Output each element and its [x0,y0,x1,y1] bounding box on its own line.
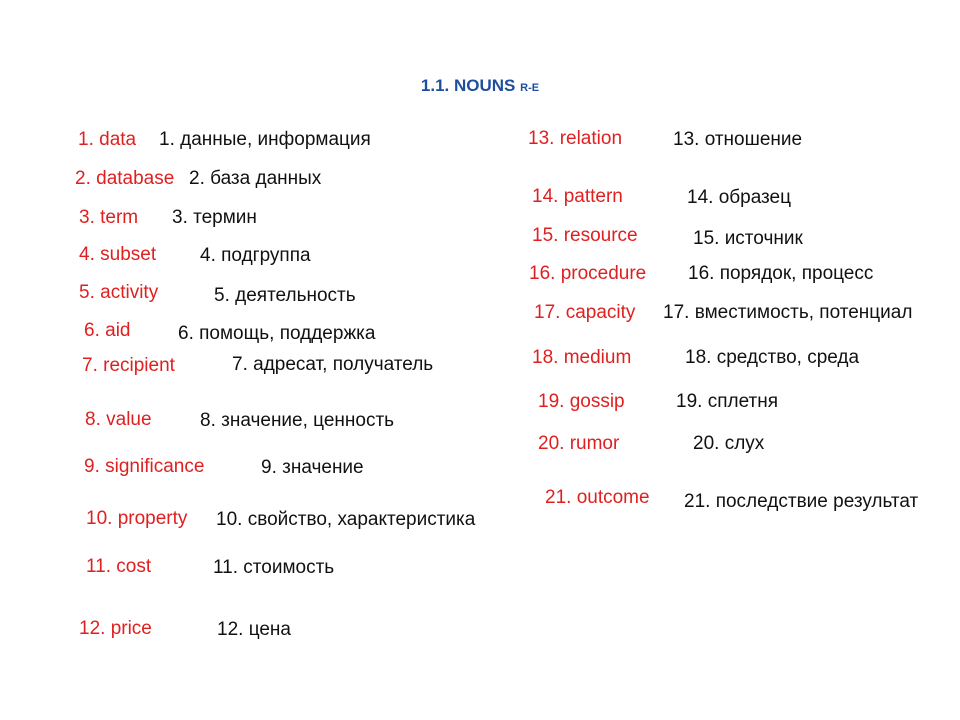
russian-translation-6: 6. помощь, поддержка [178,323,376,344]
russian-translation-19: 19. сплетня [676,391,778,412]
english-term-12: 12. price [79,618,152,639]
russian-translation-18: 18. средство, среда [685,347,860,368]
english-term-1: 1. data [78,129,137,150]
russian-translation-15: 15. источник [693,228,803,249]
russian-translation-11: 11. стоимость [213,557,335,578]
slide-title [0,76,960,96]
english-term-14: 14. pattern [532,186,623,207]
russian-translation-3: 3. термин [172,207,257,228]
russian-translation-20: 20. слух [693,433,765,454]
title-main: 1.1. NOUNS [420,76,516,95]
english-term-8: 8. value [85,409,152,430]
english-term-7: 7. recipient [82,355,175,376]
english-term-9: 9. significance [84,456,205,477]
russian-translation-16: 16. порядок, процесс [688,263,874,284]
russian-translation-17: 17. вместимость, потенциал [663,302,913,323]
english-term-13: 13. relation [528,128,623,149]
russian-translation-8: 8. значение, ценность [200,410,395,431]
english-term-16: 16. procedure [529,263,647,284]
russian-translation-7: 7. адресат, получатель [232,354,434,375]
english-term-21: 21. outcome [545,487,650,508]
english-term-6: 6. aid [84,320,131,341]
english-term-3: 3. term [79,207,139,228]
russian-translation-1: 1. данные, информация [159,129,371,150]
russian-translation-14: 14. образец [687,187,792,208]
russian-translation-12: 12. цена [217,619,291,640]
english-term-2: 2. database [75,168,175,189]
russian-translation-10: 10. свойство, характеристика [216,509,476,530]
english-term-15: 15. resource [532,225,638,246]
english-term-4: 4. subset [79,244,157,265]
english-term-5: 5. activity [79,282,159,303]
russian-translation-2: 2. база данных [189,168,322,189]
english-term-10: 10. property [86,508,188,529]
title-suffix: R-E [520,82,540,94]
russian-translation-9: 9. значение [261,457,364,478]
english-term-17: 17. capacity [534,302,636,323]
english-term-19: 19. gossip [538,391,625,412]
russian-translation-21: 21. последствие результат [684,491,919,512]
russian-translation-5: 5. деятельность [214,285,356,306]
english-term-18: 18. medium [532,347,632,368]
english-term-20: 20. rumor [538,433,620,454]
english-term-11: 11. cost [86,556,152,577]
russian-translation-13: 13. отношение [673,129,803,150]
russian-translation-4: 4. подгруппа [200,245,311,266]
